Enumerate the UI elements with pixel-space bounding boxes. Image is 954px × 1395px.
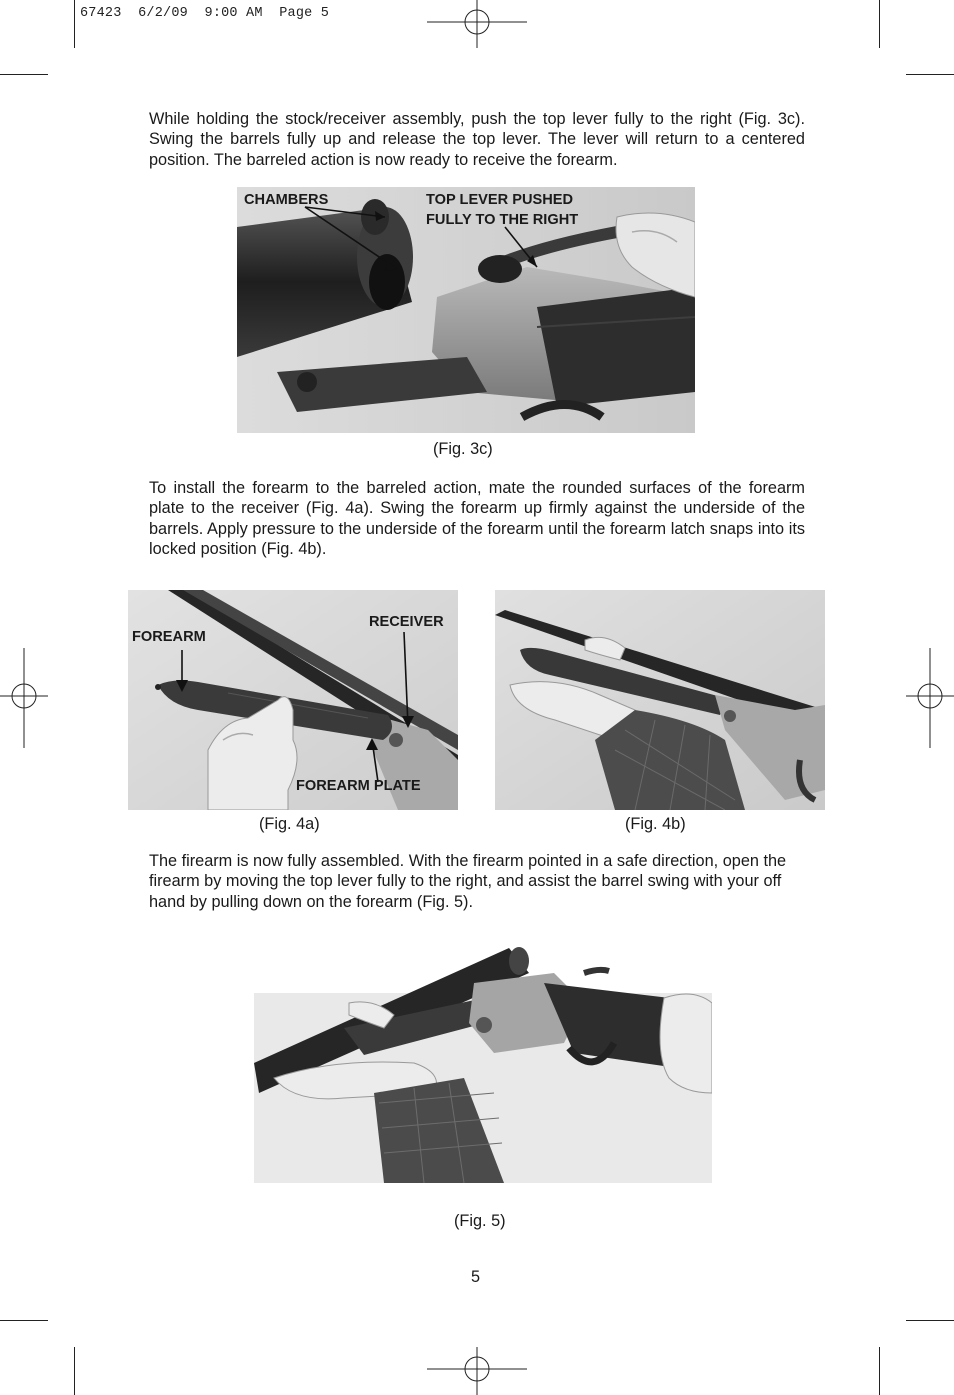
crop-mark-bottom-right-v (879, 1347, 880, 1395)
fig-4a-label-receiver: RECEIVER (369, 614, 444, 630)
fig-3c-label-top-lever-line1: TOP LEVER PUSHED (426, 192, 574, 208)
fig-5-caption: (Fig. 5) (454, 1212, 506, 1230)
fig-4a-label-forearm: FOREARM (132, 629, 206, 645)
print-slug: 67423 6/2/09 9:00 AM Page 5 (80, 6, 330, 21)
fig-4a-label-forearm-plate: FOREARM PLATE (296, 778, 421, 794)
registration-mark-left-icon (0, 648, 48, 748)
crop-mark-top-right-h (906, 74, 954, 75)
fig-4a-photo (128, 590, 458, 810)
crop-mark-top-left-v (74, 0, 75, 48)
crop-mark-bottom-left-h (0, 1320, 48, 1321)
page-number: 5 (471, 1268, 481, 1286)
instruction-paragraph-3: The firearm is now fully assembled. With the firearm pointed in a safe direction, open the firearm by moving the top lever fully to the right, and assist the barrel swing with your off hand by pulling down on the forearm (Fig. 5). (149, 852, 787, 911)
fig-3c-photo (237, 187, 695, 433)
instruction-paragraph-2: To install the forearm to the barreled action, mate the rounded surfaces of the forearm plate to the receiver (Fig. 4a). Swing the forearm up firmly against the underside of the barrels. Apply pressure to the underside of the forearm until the forearm latch snaps into its locked position (Fig. 4b). (149, 479, 805, 558)
fig-4b-caption: (Fig. 4b) (625, 815, 686, 833)
registration-mark-bottom-icon (427, 1347, 527, 1395)
crop-mark-top-left-h (0, 74, 48, 75)
fig-3c-label-chambers: CHAMBERS (244, 192, 329, 208)
crop-mark-bottom-left-v (74, 1347, 75, 1395)
instruction-paragraph-1: While holding the stock/receiver assembly, push the top lever fully to the right (Fig. 3c). Swing the barrels fully up and release the top lever. The lever will return to a centered position. The barreled action is now ready to receive the forearm. (149, 110, 805, 169)
registration-mark-top-icon (427, 0, 527, 48)
fig-5-photo (254, 943, 712, 1183)
crop-mark-top-right-v (879, 0, 880, 48)
fig-3c-label-top-lever-line2: FULLY TO THE RIGHT (426, 212, 579, 228)
registration-mark-right-icon (906, 648, 954, 748)
fig-4a-caption: (Fig. 4a) (259, 815, 320, 833)
crop-mark-bottom-right-h (906, 1320, 954, 1321)
fig-3c-caption: (Fig. 3c) (433, 440, 493, 458)
fig-4b-photo (495, 590, 825, 810)
